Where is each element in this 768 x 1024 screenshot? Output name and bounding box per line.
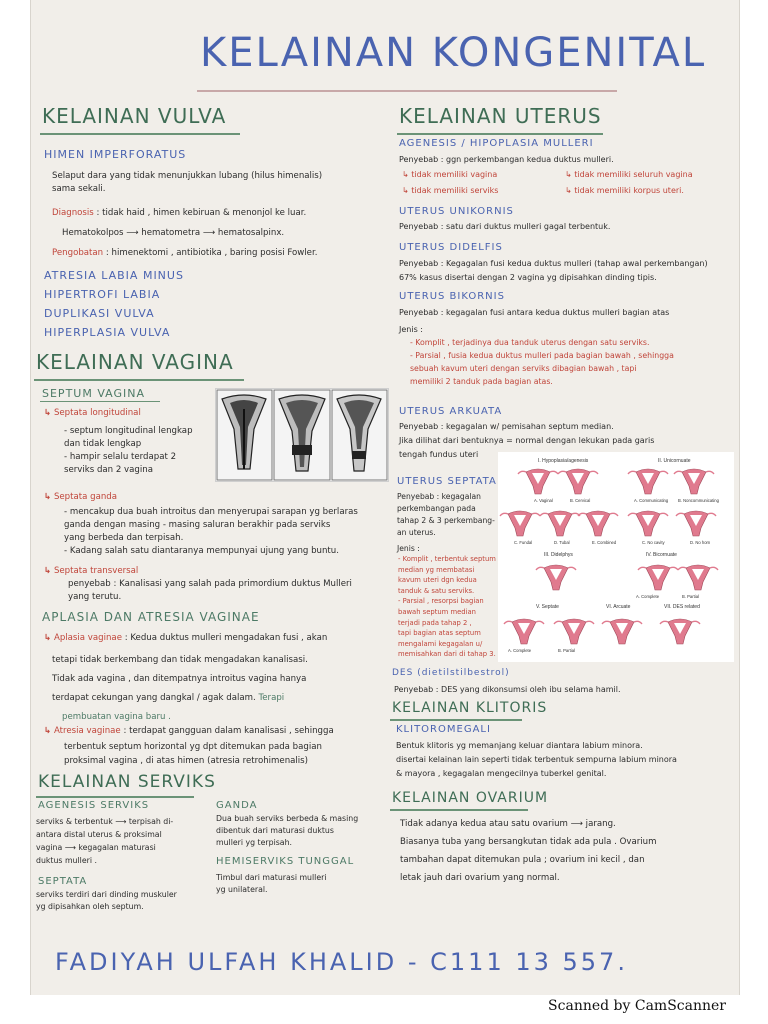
arkuata-title: UTERUS ARKUATA — [399, 406, 503, 417]
vaginal-septum-figure — [215, 388, 389, 482]
septum-title: SEPTUM VAGINA — [42, 387, 145, 400]
label-a-complete-2: A. Complete — [508, 648, 532, 653]
vagina-heading-underline — [34, 379, 244, 381]
uterus-agenesis-title: AGENESIS / HIPOPLASIA MULLERI — [399, 138, 594, 149]
label-des: VII. DES related — [664, 604, 700, 610]
bikornis-jenis-list: - Komplit , terjadinya dua tanduk uterus dengan satu serviks. - Parsial , fusia kedua duktus mulleri pada bagian bawah , sehingga sebuah kavum uteri dengan serviks dibagian bawah , tapi memiliki 2 tanduk pada bagian atas. — [410, 338, 674, 386]
ovarium-heading: KELAINAN OVARIUM — [392, 790, 549, 806]
uterus-sketch — [628, 511, 668, 536]
label-d-no-horn: D. No horn — [690, 540, 711, 545]
uterus-septata-jenis: Jenis : — [397, 544, 420, 553]
ganda-notes: - mencakup dua buah introitus dan menyerupai sarapan yg berlaras ganda dengan masing - masing saluran berakhir pada serviks yang berbeda dan terpisah. - Kadang salah satu diantaranya mempunyai ujung yang buntu. — [64, 507, 358, 556]
agenesis-item-1: ↳ tidak memiliki vagina — [402, 170, 498, 179]
label-c-fundal: C. Fundal — [514, 540, 533, 545]
label-c-no-cavity: C. No cavity — [642, 540, 665, 545]
uterus-sketch — [678, 565, 718, 590]
himen-title: HIMEN IMPERFORATUS — [44, 148, 187, 161]
uterus-sketch — [554, 619, 594, 644]
uterus-septata-notes: Penyebab : kegagalan perkembangan pada tahap 2 & 3 perkembang- an uterus. — [397, 492, 495, 537]
klitoris-heading: KELAINAN KLITORIS — [392, 700, 548, 716]
atresia-vaginae: ↳ Atresia vaginae : terdapat gangguan dalam kanalisasi , sehingga — [44, 726, 334, 736]
serviks-agenesis-title: AGENESIS SERVIKS — [38, 800, 150, 811]
vaginal-septum-illustration — [216, 389, 388, 481]
serviks-ganda-notes: Dua buah serviks berbeda & masing dibentuk dari maturasi duktus mulleri yg terpisah. — [216, 814, 359, 847]
uterus-sketch — [558, 469, 598, 494]
serviks-ganda-title: GANDA — [216, 800, 258, 811]
ovarium-heading-underline — [390, 809, 528, 811]
serviks-heading-underline — [36, 796, 194, 798]
serviks-septata-title: SEPTATA — [38, 876, 88, 887]
uterus-heading: KELAINAN UTERUS — [399, 104, 602, 128]
uterus-sketch — [500, 511, 540, 536]
septata-ganda: ↳ Septata ganda — [44, 492, 118, 502]
bikornis-title: UTERUS BIKORNIS — [399, 291, 505, 302]
unikornis-title: UTERUS UNIKORNIS — [399, 206, 514, 217]
label-septate: V. Septate — [536, 604, 559, 610]
label-e-combined: E. Combined — [592, 540, 617, 545]
didelfis-notes: Penyebab : Kegagalan fusi kedua duktus mulleri (tahap awal perkembangan) 67% kasus disertai dengan 2 vagina yg dipisahkan dinding tipis. — [399, 259, 708, 282]
label-b-noncommunicating: B. Noncommunicating — [678, 498, 719, 503]
serviks-septata-notes: serviks terdiri dari dinding muskuler yg dipisahkan oleh septum. — [36, 890, 177, 911]
list-item: DUPLIKASI VULVA — [44, 307, 155, 320]
uterus-sketch — [638, 565, 678, 590]
author-signature: FADIYAH ULFAH KHALID - C111 13 557. — [55, 948, 628, 976]
transversal-notes: penyebab : Kanalisasi yang salah pada primordium duktus Mulleri yang terutu. — [68, 579, 352, 602]
label-arcuate: VI. Arcuate — [606, 604, 631, 610]
septata-longitudinal: ↳ Septata longitudinal — [44, 408, 141, 418]
label-a-communicating: A. Communicating — [634, 498, 669, 503]
vulva-heading: KELAINAN VULVA — [42, 104, 227, 128]
page-title: KELAINAN KONGENITAL — [200, 30, 707, 76]
hemiserviks-title: HEMISERVIKS TUNGGAL — [216, 856, 355, 867]
uterus-sketch — [674, 469, 714, 494]
septata-transversal: ↳ Septata transversal — [44, 566, 139, 576]
himen-diagnosis: Diagnosis : tidak haid , himen kebiruan & menonjol ke luar. — [52, 208, 307, 218]
bikornis-jenis-label: Jenis : — [399, 325, 423, 334]
uterus-sketch — [676, 511, 716, 536]
longitudinal-notes: - septum longitudinal lengkap dan tidak lengkap - hampir selalu terdapat 2 serviks dan 2 vagina — [64, 426, 193, 475]
uterus-sketch — [602, 619, 642, 644]
agenesis-item-2: ↳ tidak memiliki serviks — [402, 186, 499, 195]
uterus-septata-jenis-list: - Komplit , terbentuk septum median yg membatasi kavum uteri dgn kedua tanduk & satu serviks. - Parsial , resorpsi bagian bawah septum median terjadi pada tahap 2 , tapi bagian atas septum mengalami kegagalan u/ memisahkan dari di tahap 3. — [398, 555, 496, 659]
agenesis-item-3: ↳ tidak memiliki seluruh vagina — [565, 170, 693, 179]
bikornis-text: Penyebab : kegagalan fusi antara kedua duktus mulleri bagian atas — [399, 308, 670, 317]
serviks-agenesis-notes: serviks & terbentuk ⟶ terpisah di- antara distal uterus & proksimal vagina ⟶ kegagalan maturasi duktus mulleri . — [36, 817, 174, 865]
uterus-sketch — [578, 511, 618, 536]
list-item: HIPERTROFI LABIA — [44, 288, 161, 301]
vagina-heading: KELAINAN VAGINA — [36, 350, 234, 374]
vulva-other-list — [44, 266, 184, 342]
unikornis-text: Penyebab : satu dari duktus mulleri gagal terbentuk. — [399, 222, 611, 231]
didelfis-title: UTERUS DIDELFIS — [399, 242, 503, 253]
serviks-heading: KELAINAN SERVIKS — [38, 772, 216, 792]
label-uni: II. Unicornuate — [658, 458, 691, 464]
arkuata-notes: Penyebab : kegagalan w/ pemisahan septum median. Jika dilihat dari bentuknya = normal dengan lekukan pada garis tengah fundus uteri — [399, 422, 655, 459]
label-hypo: I. Hypoplasia/agenesis — [538, 458, 589, 464]
vulva-heading-underline — [40, 133, 240, 135]
label-a-complete: A. Complete — [636, 594, 660, 599]
label-d-tubal: D. Tubal — [554, 540, 570, 545]
label-didelphys: III. Didelphys — [544, 552, 573, 558]
uterus-sketch — [628, 469, 668, 494]
aplasia-title: APLASIA DAN ATRESIA VAGINAE — [42, 610, 260, 624]
uterus-sketch — [660, 619, 700, 644]
uterus-sketch — [504, 619, 544, 644]
aplasia-notes: tetapi tidak berkembang dan tidak mengadakan kanalisasi. Tidak ada vagina , dan ditempatnya introitus vagina hanya terdapat cekungan yang dangkal / agak dalam. Terapi pembuatan vagina baru . — [52, 655, 308, 722]
title-underline — [197, 90, 617, 92]
hemiserviks-notes: Timbul dari maturasi mulleri yg unilateral. — [216, 873, 327, 894]
septum-underline — [40, 401, 160, 402]
aplasia-vaginae: ↳ Aplasia vaginae : Kedua duktus mulleri mengadakan fusi , akan — [44, 633, 328, 643]
des-title: DES (dietilstilbestrol) — [392, 668, 510, 678]
uterus-heading-underline — [397, 133, 603, 135]
ovarium-notes: Tidak adanya kedua atau satu ovarium ⟶ jarang. Biasanya tuba yang bersangkutan tidak ada pula . Ovarium tambahan dapat ditemukan pula ; ovarium ini kecil , dan letak jauh dari ovarium yang normal. — [400, 819, 657, 883]
klitoris-notes: Bentuk klitoris yg memanjang keluar diantara labium minora. disertai kelainan lain seperti tidak terbentuk sempurna labium minora & mayora , kegagalan mengecilnya tuberkel genital. — [396, 741, 677, 778]
label-b-cervical: B. Cervical — [570, 498, 591, 503]
des-text: Penyebab : DES yang dikonsumsi oleh ibu selama hamil. — [394, 685, 621, 694]
klitoris-heading-underline — [390, 719, 522, 721]
klitoromegali-title: KLITOROMEGALI — [396, 724, 491, 735]
uterus-septata-title: UTERUS SEPTATA — [397, 476, 497, 487]
label-b-partial-2: B. Partial — [558, 648, 575, 653]
label-a-vaginal: A. Vaginal — [534, 498, 553, 503]
label-b-partial: B. Partial — [682, 594, 699, 599]
himen-description: Selaput dara yang tidak menunjukkan lubang (hilus himenalis) sama sekali. — [52, 171, 323, 194]
scanner-watermark: Scanned by CamScanner — [548, 998, 726, 1014]
mullerian-anomalies-svg — [498, 452, 734, 662]
list-item: HIPERPLASIA VULVA — [44, 326, 171, 339]
uterus-agenesis-cause: Penyebab : ggn perkembangan kedua duktus mulleri. — [399, 155, 614, 164]
list-item: ATRESIA LABIA MINUS — [44, 269, 184, 282]
agenesis-item-4: ↳ tidak memiliki korpus uteri. — [565, 186, 684, 195]
label-bicornuate: IV. Bicornuate — [646, 552, 677, 558]
atresia-notes: terbentuk septum horizontal yg dpt ditemukan pada bagian proksimal vagina , di atas himen (atresia retrohimenalis) — [64, 742, 322, 766]
uterus-sketch — [540, 511, 580, 536]
himen-treatment: Pengobatan : himenektomi , antibiotika , baring posisi Fowler. — [52, 248, 318, 258]
uterus-sketch — [536, 565, 576, 590]
mullerian-anomalies-diagram — [498, 452, 734, 662]
uterus-sketch — [518, 469, 558, 494]
himen-hemato: Hematokolpos ⟶ hematometra ⟶ hematosalpinx. — [62, 228, 285, 238]
